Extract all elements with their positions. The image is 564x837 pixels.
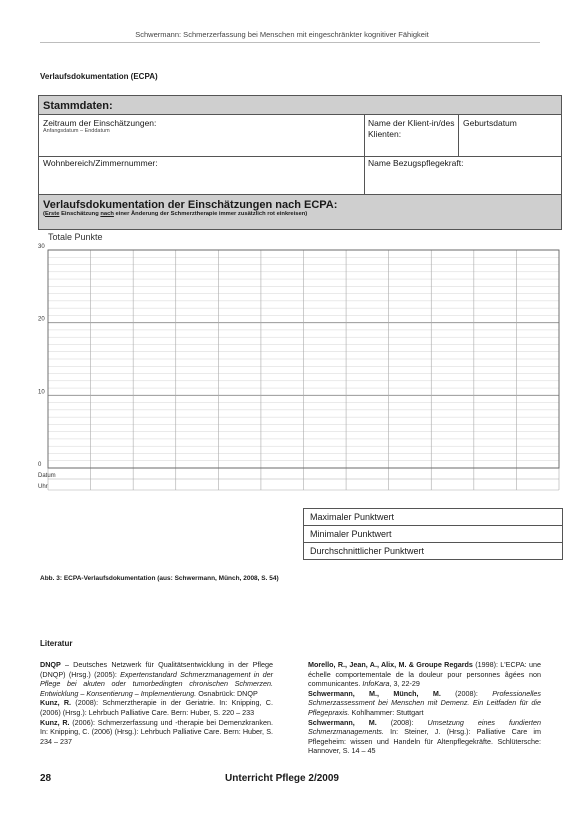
literature-entry: Kunz, R. (2006): Schmerzerfassung und -therapie bei Demenzkranken. In: Knipping, C. (2006) (Hrsg.): Lehrbuch Palliative Care. Bern: Huber, S. 234 – 237 bbox=[40, 717, 274, 746]
journal-title: Unterricht Pflege 2/2009 bbox=[225, 773, 339, 784]
divider bbox=[458, 114, 459, 156]
verlauf-band bbox=[39, 194, 561, 229]
stammdaten-form bbox=[38, 95, 562, 230]
verlauf-note: (Erste Einschätzung nach einer Änderung der Schmerztherapie immer zusätzlich rot einkreisen) bbox=[43, 211, 308, 217]
page-number: 28 bbox=[40, 773, 52, 784]
literature-entry: Schwermann, M., Münch, M. (2008): Professionelles Schmerzassessment bei Menschen mit Demenz. Ein Leitfaden für die Pflegepraxis. Kohlhammer: Stuttgart bbox=[308, 688, 541, 717]
divider bbox=[364, 114, 365, 194]
figure-caption: Abb. 3: ECPA-Verlaufsdokumentation (aus: Schwermann, Münch, 2008, S. 54) bbox=[40, 575, 279, 582]
x-row-label: Uhr bbox=[38, 484, 48, 490]
zeitraum-field[interactable] bbox=[43, 118, 156, 134]
literature-entry: Morello, R., Jean, A., Alix, M. & Groupe Regards (1998): L'ECPA: une échelle comportementale de la douleur pour personnes âgées non communicantes. InfoKara, 3, 22-29 bbox=[308, 660, 541, 689]
legend-avg: Durchschnittlicher Punktwert bbox=[304, 542, 562, 559]
literature-heading: Literatur bbox=[40, 639, 73, 648]
y-tick-label: 30 bbox=[38, 244, 45, 250]
x-row-label: Datum bbox=[38, 473, 56, 479]
zeitraum-label: Zeitraum der Einschätzungen: bbox=[43, 118, 157, 128]
y-tick-label: 20 bbox=[38, 316, 45, 323]
y-tick-label: 0 bbox=[38, 462, 42, 468]
zeitraum-sub: Anfangsdatum – Enddatum bbox=[43, 128, 110, 134]
divider bbox=[39, 156, 561, 157]
y-axis-title: Totale Punkte bbox=[48, 232, 103, 242]
running-head: Schwermann: Schmerzerfassung bei Menschen mit eingeschränkter kognitiver Fähigkeit bbox=[135, 30, 429, 39]
stammdaten-title: Stammdaten: bbox=[43, 100, 113, 112]
legend-min: Minimaler Punktwert bbox=[304, 525, 562, 542]
klient-field[interactable]: Name der Klient-in/des Klienten: bbox=[368, 118, 455, 139]
geburtsdatum-field[interactable]: Geburtsdatum bbox=[463, 118, 517, 128]
verlauf-title: Verlaufsdokumentation der Einschätzungen nach ECPA: bbox=[43, 199, 338, 211]
literature-entry: Schwermann, M. (2008): Umsetzung eines fundierten Schmerzmanagements. In: Steiner, J. (Hrsg.): Palliative Care im Pflegeheim: wissen und Handeln für Altenpflegekräfte. Schlütersche: Hannover, S. 14 – 45 bbox=[308, 717, 541, 756]
section-label: Verlaufsdokumentation (ECPA) bbox=[40, 72, 158, 81]
legend-box bbox=[303, 508, 563, 560]
verlauf-chart-svg bbox=[36, 228, 562, 500]
y-tick-label: 10 bbox=[38, 389, 45, 396]
verlauf-chart bbox=[36, 228, 562, 500]
header-rule bbox=[40, 42, 540, 43]
literature-entry: DNQP – Deutsches Netzwerk für Qualitätsentwicklung in der Pflege (DNQP) (Hrsg.) (2005): Expertenstandard Schmerzmanagement in der Pflege bei akuten oder tumorbedingten chronischen Schmerzen. Entwicklung – Konsentierung – Implementierung. Osnabrück: DNQP bbox=[40, 660, 273, 698]
wohnbereich-field[interactable]: Wohnbereich/Zimmernummer: bbox=[43, 158, 158, 168]
stammdaten-band bbox=[39, 96, 561, 115]
literature-right-column bbox=[308, 660, 541, 756]
legend-max: Maximaler Punktwert bbox=[310, 512, 395, 522]
literature-left-column bbox=[40, 660, 273, 746]
bezugspflege-field[interactable]: Name Bezugspflegekraft: bbox=[368, 158, 464, 168]
literature-entry: Kunz, R. (2008): Schmerztherapie in der Geriatrie. In: Knipping, C. (2006) (Hrsg.): Lehrbuch Palliative Care. Bern: Huber, S. 220 – 233 bbox=[40, 698, 273, 717]
